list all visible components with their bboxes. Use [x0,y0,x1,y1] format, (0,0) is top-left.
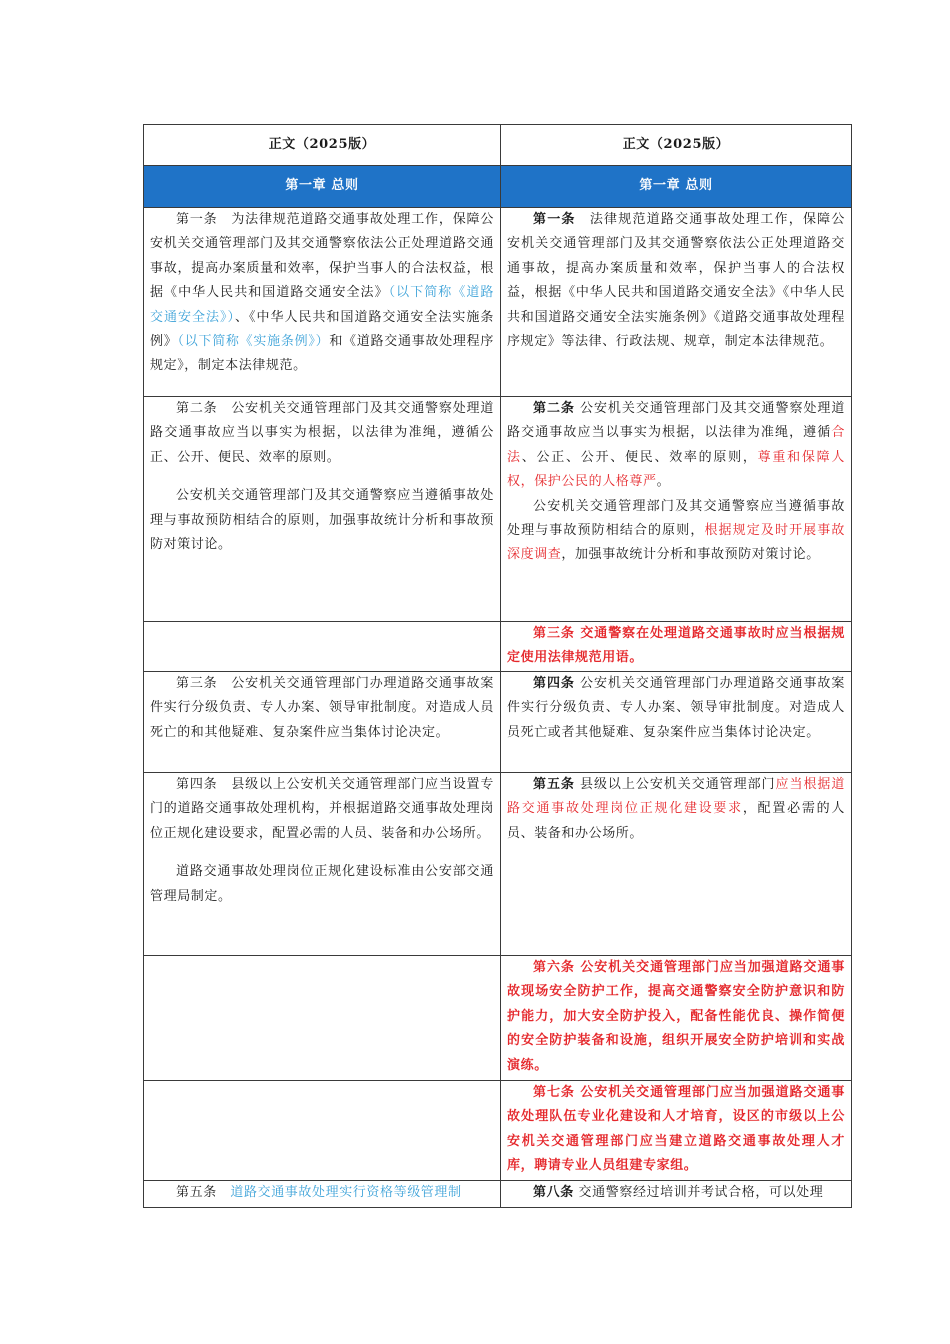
new-article-2-p2-b: ，加强事故统计分析和事故预防对策讨论。 [561,547,820,563]
article-row-7 [144,1081,852,1181]
new-article-7-number: 第七条 [533,1085,575,1100]
new-article-2-text-a: 公安机关交通管理部门及其交通警察处理道路交通事故应当以事实为根据，以法律为准绳，遵循 [507,401,845,441]
new-article-8-number: 第八条 [533,1185,574,1200]
new-article-4-number: 第四条 [533,676,575,691]
new-article-1 [501,208,852,397]
chapter-row [144,166,852,208]
article-row-3 [144,622,852,672]
chapter-left: 第一章 总则 [144,166,501,208]
old-article-4-para-1: 第四条 县级以上公安机关交通管理部门应当设置专门的道路交通事故处理机构，并根据道路交通事故处理岗位正规化建设要求，配置必需的人员、装备和办公场所。 [150,777,494,841]
abbr-note-regulation: （以下简称《实施条例》） [177,334,330,350]
comparison-table [143,124,852,1208]
old-article-1-text: 第一条 为法律规范道路交通事故处理工作，保障公安机关交通管理部门及其交通警察依法公正处理道路交通事故，提高办案质量和效率，保护当事人的合法权益，根据《中华人民共和国道路交通安全法》 [150,212,494,301]
old-article-5-number: 第五条 [176,1185,231,1200]
new-article-5 [501,773,852,956]
new-article-2-text-b: 、公正、公开、便民、效率的原则， [521,449,758,465]
new-article-3-text: 交通警察在处理道路交通事故时应当根据规定使用法律规范用语。 [507,626,845,666]
new-article-7 [501,1081,852,1181]
old-article-4-para-2: 道路交通事故处理岗位正规化建设标准由公安部交通管理局制定。 [150,864,494,904]
chapter-right: 第一章 总则 [501,166,852,208]
new-article-2-text-c: 。 [656,474,671,490]
old-article-3-text: 第三条 公安机关交通管理部门办理道路交通事故案件实行分级负责、专人办案、领导审批制度。对造成人员死亡的和其他疑难、复杂案件应当集体讨论决定。 [150,676,494,740]
old-article-1-end: 和《道路交通事故处理程序规定》，制定本法律规范。 [150,334,495,374]
new-article-6-text: 公安机关交通管理部门应当加强道路交通事故现场安全防护工作，提高交通警察安全防护意识和防护能力，加大安全防护投入，配备性能优良、操作简便的安全防护装备和设施，组织开展安全防护培训和实战演练。 [507,960,845,1073]
new-article-2-amend-2: 尊重和保障人权，保护公民的人格尊严 [507,449,845,490]
new-article-8 [501,1181,852,1208]
old-article-5 [144,1181,501,1208]
old-article-5-text: 道路交通事故处理实行资格等级管理制 [230,1185,462,1200]
old-article-2-para-1: 第二条 公安机关交通管理部门及其交通警察处理道路交通事故应当以事实为根据，以法律为准绳，遵循公正、公开、便民、效率的原则。 [150,401,494,465]
new-article-2-p2-a: 公安机关交通管理部门及其交通警察应当遵循事故处理与事故预防相结合的原则， [507,498,845,539]
new-article-5-text-b: ，配置必需的人员、装备和办公场所。 [507,801,845,841]
new-article-6 [501,956,852,1081]
new-article-1-text: 法律规范道路交通事故处理工作，保障公安机关交通管理部门及其交通警察依法公正处理道路交通事故，提高办案质量和效率，保护当事人的合法权益，根据《中华人民共和国道路交通安全法》《中华人民共和国道路交通安全法实施条例》《道路交通事故处理程序规定》等法律、行政法规、规章，制定本法律规范。 [507,212,845,350]
old-article-4 [144,773,501,956]
new-article-5-text-a: 县级以上公安机关交通管理部门 [574,777,776,792]
new-article-3-number: 第三条 [533,626,575,641]
new-article-2-number: 第二条 [533,401,575,416]
new-article-2 [501,397,852,622]
article-row-2 [144,397,852,622]
header-right: 正文（2025版） [501,125,852,166]
new-article-3 [501,622,852,672]
old-article-empty-1 [144,622,501,672]
new-article-2-amend-3: 根据规定及时开展事故深度调查 [507,523,845,563]
article-row-1 [144,208,852,397]
header-row [144,125,852,166]
old-article-2-para-2: 公安机关交通管理部门及其交通警察应当遵循事故处理与事故预防相结合的原则，加强事故统计分析和事故预防对策讨论。 [150,488,494,553]
new-article-5-number: 第五条 [533,777,575,792]
header-left: 正文（2025版） [144,125,501,166]
new-article-1-number: 第一条 [533,212,576,227]
article-row-4 [144,672,852,773]
new-article-8-text: 交通警察经过培训并考试合格，可以处理 [573,1185,824,1200]
article-row-6 [144,956,852,1081]
old-article-3 [144,672,501,773]
article-row-5 [144,773,852,956]
old-article-empty-2 [144,956,501,1081]
article-row-8 [144,1181,852,1208]
new-article-6-number: 第六条 [533,960,575,975]
new-article-7-text: 公安机关交通管理部门应当加强道路交通事故处理队伍专业化建设和人才培育，设区的市级以上公安机关交通管理部门应当建立道路交通事故处理人才库，聘请专业人员组建专家组。 [507,1085,845,1174]
old-article-2 [144,397,501,622]
new-article-5-amend: 应当根据道路交通事故处理岗位正规化建设要求 [507,777,845,817]
abbr-note-traffic-law: （以下简称《道路交通安全法》） [150,285,494,325]
old-article-1 [144,208,501,397]
new-article-4 [501,672,852,773]
old-article-1-mid: 、《中华人民共和国道路交通安全法实施条例》 [150,309,495,350]
new-article-4-text: 公安机关交通管理部门办理道路交通事故案件实行分级负责、专人办案、领导审批制度。对造成人员死亡或者其他疑难、复杂案件应当集体讨论决定。 [507,676,845,740]
new-article-2-amend-1: 合法 [507,425,845,465]
old-article-empty-3 [144,1081,501,1181]
